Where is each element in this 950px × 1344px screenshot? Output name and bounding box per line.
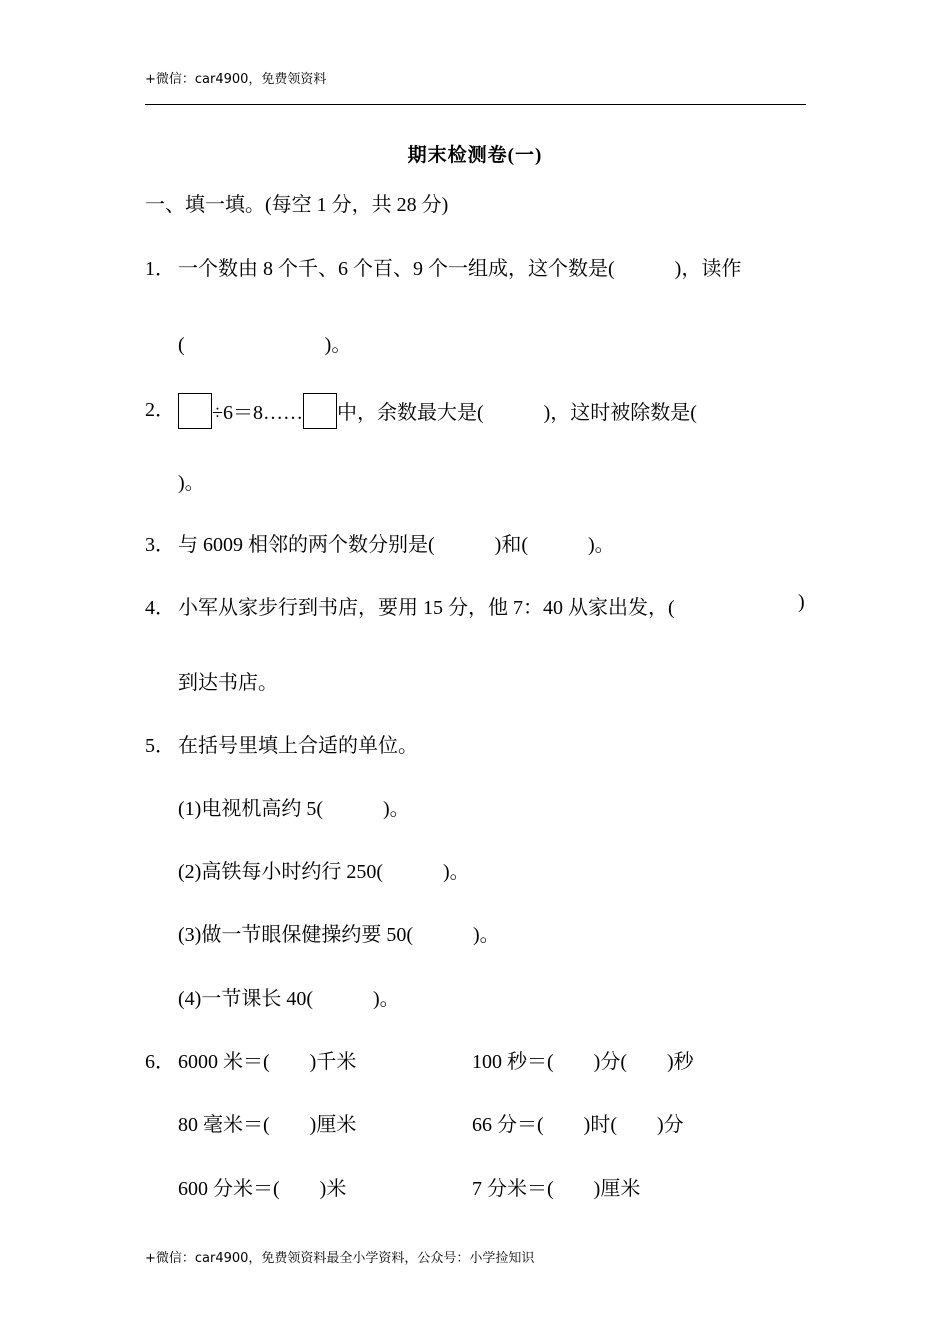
conversion-left-1: 6000 米＝( )千米 xyxy=(178,1051,357,1073)
question-number-3: 3． xyxy=(145,534,175,556)
question-5-item-3: (3)做一节眼保健操约要 50( )。 xyxy=(178,924,500,946)
section-heading: 一、填一填。(每空 1 分，共 28 分) xyxy=(145,194,449,216)
question-4-line1: 小军从家步行到书店，要用 15 分，他 7：40 从家出发，( xyxy=(178,597,675,619)
question-number-5: 5． xyxy=(145,735,175,757)
header-note: +微信：car4900，免费领资料 xyxy=(145,72,327,87)
question-4-close-paren: ) xyxy=(798,591,805,613)
question-2-line1 xyxy=(178,393,697,429)
question-5-item-1: (1)电视机高约 5( )。 xyxy=(178,798,410,820)
conversion-left-3: 600 分米＝( )米 xyxy=(178,1178,347,1200)
conversion-right-3: 7 分米＝( )厘米 xyxy=(472,1178,641,1200)
question-2-tail: 中，余数最大是( )，这时被除数是( xyxy=(336,402,697,424)
question-number-4: 4． xyxy=(145,597,175,619)
question-3-text: 与 6009 相邻的两个数分别是( )和( )。 xyxy=(178,534,615,556)
question-number-6: 6． xyxy=(145,1051,175,1073)
header-divider xyxy=(145,104,806,105)
footer-note: +微信：car4900，免费领资料最全小学资料，公众号：小学捡知识 xyxy=(145,1251,535,1266)
remainder-box[interactable] xyxy=(303,393,337,429)
question-4-line2: 到达书店。 xyxy=(178,672,278,694)
question-number-2: 2． xyxy=(145,399,175,421)
page-title: 期末检测卷(一) xyxy=(407,145,543,166)
question-5-text: 在括号里填上合适的单位。 xyxy=(178,735,418,757)
question-number-1: 1． xyxy=(145,258,175,280)
question-5-item-4: (4)一节课长 40( )。 xyxy=(178,988,400,1010)
question-2-expression: ÷6＝8…… xyxy=(212,402,303,424)
question-1-line1: 一个数由 8 个千、6 个百、9 个一组成，这个数是( )，读作 xyxy=(178,258,742,280)
conversion-right-2: 66 分＝( )时( )分 xyxy=(472,1114,684,1136)
question-2-line2: )。 xyxy=(178,472,205,494)
dividend-box[interactable] xyxy=(178,393,212,429)
question-5-item-2: (2)高铁每小时约行 250( )。 xyxy=(178,861,470,883)
conversion-right-1: 100 秒＝( )分( )秒 xyxy=(472,1051,694,1073)
question-1-line2: ( )。 xyxy=(178,334,352,356)
conversion-left-2: 80 毫米＝( )厘米 xyxy=(178,1114,357,1136)
